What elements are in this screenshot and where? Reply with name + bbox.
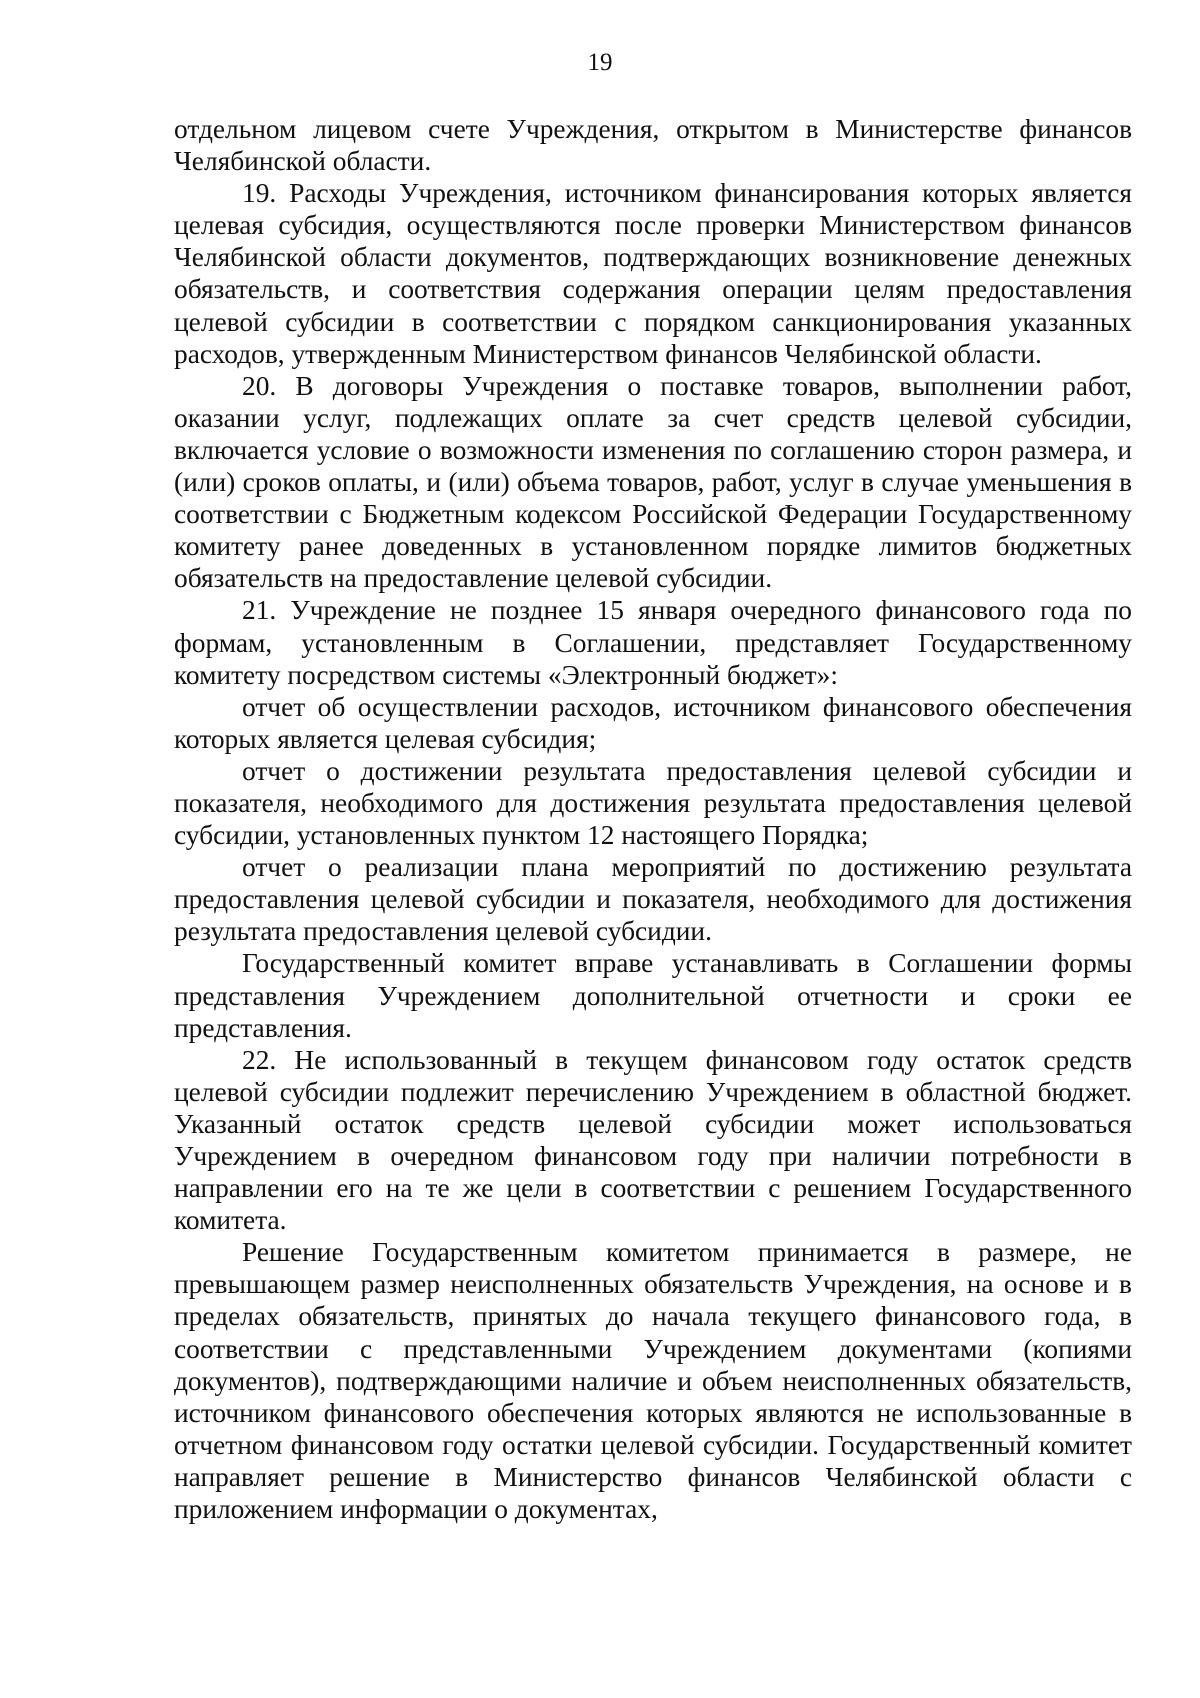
paragraph-decision: Решение Государственным комитетом принимается в размере, не превышающем размер неисполненных обязательств Учреждения, на основе и в пределах обязательств, принятых до начала текущего финансового года, в соответствии с представленными Учреждением документами (копиями документов), подтверждающими наличие и объем неисполненных обязательств, источником финансового обеспечения которых являются не использованные в отчетном финансовом году остатки целевой субсидии. Государственный комитет направляет решение в Министерство финансов Челябинской области с приложением информации о документах,	[174, 1237, 1132, 1525]
paragraph-report-results: отчет о достижении результата предоставления целевой субсидии и показателя, необходимого для достижения результата предоставления целевой субсидии, установленных пунктом 12 настоящего Порядка;	[174, 755, 1132, 851]
paragraph-item-21: 21. Учреждение не позднее 15 января очередного финансового года по формам, установленным в Соглашении, представляет Государственному комитету посредством системы «Электронный бюджет»:	[174, 595, 1132, 690]
document-body	[174, 113, 1132, 1525]
paragraph-item-22: 22. Не использованный в текущем финансовом году остаток средств целевой субсидии подлежит перечислению Учреждением в областной бюджет. Указанный остаток средств целевой субсидии может использоваться Учреждением в очередном финансовом году при наличии потребности в направлении его на те же цели в соответствии с решением Государственного комитета.	[174, 1044, 1132, 1236]
paragraph-report-expenses: отчет об осуществлении расходов, источником финансового обеспечения которых является целевая субсидия;	[174, 691, 1132, 754]
paragraph-item-19: 19. Расходы Учреждения, источником финансирования которых является целевая субсидия, осуществляются после проверки Министерством финансов Челябинской области документов, подтверждающих возникновение денежных обязательств, и соответствия содержания операции целям предоставления целевой субсидии в соответствии с порядком санкционирования указанных расходов, утвержденным Министерством финансов Челябинской области.	[174, 178, 1132, 369]
paragraph-report-plan: отчет о реализации плана мероприятий по достижению результата предоставления целевой субсидии и показателя, необходимого для достижения результата предоставления целевой субсидии.	[174, 852, 1132, 947]
paragraph-additional-reporting: Государственный комитет вправе устанавливать в Соглашении формы представления Учреждением дополнительной отчетности и сроки ее представления.	[174, 948, 1132, 1043]
paragraph-item-20: 20. В договоры Учреждения о поставке товаров, выполнении работ, оказании услуг, подлежащих оплате за счет средств целевой субсидии, включается условие о возможности изменения по соглашению сторон размера, и (или) сроков оплаты, и (или) объема товаров, работ, услуг в случае уменьшения в соответствии с Бюджетным кодексом Российской Федерации Государственному комитету ранее доведенных в установленном порядке лимитов бюджетных обязательств на предоставление целевой субсидии.	[174, 370, 1132, 594]
page-number: 19	[587, 49, 613, 76]
paragraph-continuation: отдельном лицевом счете Учреждения, открытом в Министерстве финансов Челябинской области.	[174, 114, 1132, 177]
